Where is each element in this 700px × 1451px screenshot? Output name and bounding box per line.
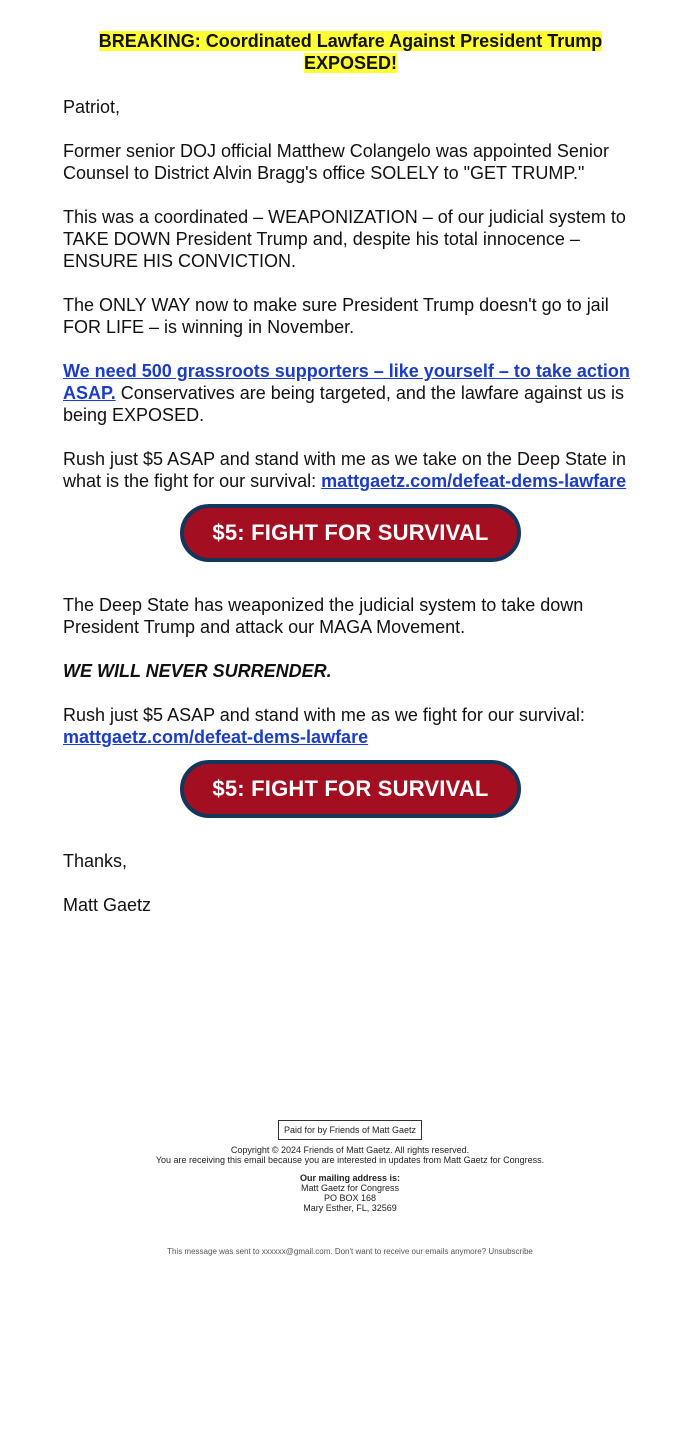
grassroots-link[interactable]: We need 500 grassroots supporters – like yourself – to take action ASAP. xyxy=(63,361,630,403)
donate-button-wrap-2 xyxy=(63,760,638,818)
email-footer xyxy=(0,1120,700,1257)
signature-name: Matt Gaetz xyxy=(63,895,152,915)
fight-for-survival-button-1[interactable]: $5: FIGHT FOR SURVIVAL xyxy=(180,504,521,562)
salutation: Patriot, xyxy=(63,97,121,117)
thanks: Thanks, xyxy=(63,851,128,871)
paragraph-4-text: Conservatives are being targeted, and the lawfare against us is being EXPOSED. xyxy=(63,383,625,425)
paragraph-4 xyxy=(63,360,638,426)
paragraph-8-text: Rush just $5 ASAP and stand with me as we fight for our survival: xyxy=(63,705,585,725)
unsubscribe-notice[interactable]: This message was sent to xxxxxx@gmail.com. Don't want to receive our emails anymore? Unsubscribe xyxy=(167,1247,533,1256)
paragraph-2: This was a coordinated – WEAPONIZATION – of our judicial system to TAKE DOWN President Trump and, despite his total innocence – ENSURE HIS CONVICTION. xyxy=(63,207,626,271)
paragraph-8 xyxy=(63,704,638,748)
headline xyxy=(63,30,638,74)
fight-for-survival-button-2[interactable]: $5: FIGHT FOR SURVIVAL xyxy=(180,760,521,818)
paragraph-5 xyxy=(63,448,638,492)
address-line-3: Mary Esther, FL, 32569 xyxy=(303,1203,397,1213)
paragraph-6: The Deep State has weaponized the judicial system to take down President Trump and attack our MAGA Movement. xyxy=(63,595,584,637)
copyright: Copyright © 2024 Friends of Matt Gaetz. All rights reserved. xyxy=(230,1145,470,1155)
mailing-address-heading: Our mailing address is: xyxy=(299,1173,401,1183)
paragraph-1: Former senior DOJ official Matthew Colangelo was appointed Senior Counsel to District Alvin Bragg's office SOLELY to "GET TRUMP." xyxy=(63,141,609,183)
donate-url-link-1[interactable]: mattgaetz.com/defeat-dems-lawfare xyxy=(321,471,627,491)
receiving-reason: You are receiving this email because you are interested in updates from Matt Gaetz for Congress. xyxy=(155,1155,545,1165)
address-line-1: Matt Gaetz for Congress xyxy=(300,1183,400,1193)
donate-button-wrap-1 xyxy=(63,504,638,562)
email-body xyxy=(63,30,638,938)
paid-for-disclaimer: Paid for by Friends of Matt Gaetz xyxy=(278,1120,422,1140)
paragraph-3: The ONLY WAY now to make sure President Trump doesn't go to jail FOR LIFE – is winning in November. xyxy=(63,295,609,337)
never-surrender: WE WILL NEVER SURRENDER. xyxy=(63,661,332,681)
headline-text: BREAKING: Coordinated Lawfare Against President Trump EXPOSED! xyxy=(98,31,603,73)
donate-url-link-2[interactable]: mattgaetz.com/defeat-dems-lawfare xyxy=(63,727,369,747)
address-line-2: PO BOX 168 xyxy=(323,1193,377,1203)
paragraph-5-text: Rush just $5 ASAP and stand with me as we take on the Deep State in what is the fight for our survival: xyxy=(63,449,627,491)
